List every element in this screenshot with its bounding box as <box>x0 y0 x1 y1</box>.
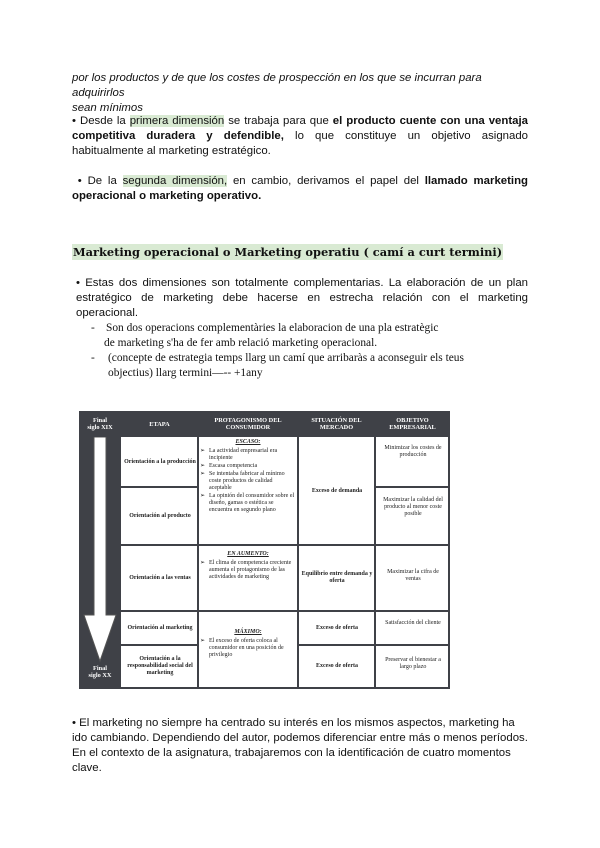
timeline-end-century: siglo XX <box>88 672 112 679</box>
objetivo-maximizar-calidad: Maximizar la calidad del producto al menor coste posible <box>383 497 443 517</box>
catalan-line-1b: de marketing s'ha de fer amb relació marketing operacional. <box>104 337 378 349</box>
protagonismo-escaso <box>200 439 296 515</box>
header-mercado: SITUACIÓN DEL MERCADO <box>298 411 375 437</box>
highlight-primera-dimension: primera dimensión <box>129 115 225 127</box>
grid-line <box>297 437 299 689</box>
timeline-end-label <box>79 665 121 679</box>
timeline-end-word: Final <box>93 665 107 672</box>
grid-line <box>197 437 199 689</box>
text: en cambio, derivamos el papel del <box>227 175 425 187</box>
protagonismo-maximo <box>200 629 296 660</box>
dash-1: - <box>91 322 95 334</box>
list-item: ➢ Se intentaba fabricar al mínimo coste productos de calidad aceptable <box>200 471 296 492</box>
objetivo-satisfaccion: Satisfacción del cliente <box>385 620 441 626</box>
dash-2: - <box>91 352 95 364</box>
timeline-start-century: siglo XIX <box>87 424 113 431</box>
paragraph-primera-dimension <box>72 114 528 159</box>
intro-line-1: por los productos y de que los costes de prospección en los que se incurran para adquirirlos <box>72 72 482 99</box>
catalan-line-1a: Son dos operacions complementàries la elaboracion de una pla estratègic <box>106 322 439 334</box>
objetivo-bienestar: Preservar el bienestar a largo plazo <box>385 657 441 670</box>
escaso-tag: ESCASO: <box>235 439 261 445</box>
protagonismo-aumento <box>200 551 296 582</box>
etapa-marketing: Orientación al marketing <box>127 624 193 631</box>
bold-text: el producto cuente con una ventaja competitiva duradera y defendible, <box>72 115 528 142</box>
etapa-produccion: Orientación a la producción <box>124 459 196 465</box>
grid-line <box>375 486 450 488</box>
list-item: ➢ El clima de competencia creciente aumenta el protagonismo de las actividades de marketing <box>200 560 296 581</box>
intro-italic <box>72 71 528 116</box>
mercado-exceso-oferta-1: Exceso de oferta <box>316 624 358 631</box>
text: lo que constituye un objetivo asignado habitualmente al marketing estratégico. <box>72 130 529 157</box>
bullet: • <box>77 175 82 187</box>
text: se trabaja para que <box>224 115 333 127</box>
maximo-tag: MÁXIMO: <box>234 629 262 635</box>
catalan-line-2b: objectius) llarg termini—-- +1any <box>108 367 263 379</box>
objetivo-maximizar-ventas: Maximizar la cifra de ventas <box>387 569 439 582</box>
paragraph-cambio-marketing: • El marketing no siempre ha centrado su interés en los mismos aspectos, marketing ha ido cambiando. Dependiendo del autor, podemos diferenciar entre más o menos períodos. En el contexto de la asignatura, trabajaremos con la identificación de cuatro momentos clave. <box>72 717 528 774</box>
timeline-start-word: Final <box>93 417 107 424</box>
marketing-evolution-table <box>79 411 450 689</box>
paragraph-segunda-dimension <box>72 174 528 204</box>
catalan-line-2a: (concepte de estrategia temps llarg un camí que arribaràs a aconseguir els teus <box>108 352 464 364</box>
highlight-segunda-dimension: segunda dimensión, <box>122 175 228 187</box>
grid-line <box>448 437 450 689</box>
aumento-tag: EN AUMENTO: <box>227 551 269 557</box>
header-protagonismo: PROTAGONISMO DEL CONSUMIDOR <box>198 411 298 437</box>
text: De la <box>81 175 123 187</box>
etapa-ventas: Orientación a las ventas <box>129 574 191 581</box>
list-item: ➢ La actividad empresarial era incipiente <box>200 448 296 462</box>
header-objetivo: OBJETIVO EMPRESARIAL <box>375 411 450 437</box>
intro-line-2: sean mínimos <box>72 102 143 114</box>
section-heading: Marketing operacional o Marketing operatiu ( camí a curt termini) <box>73 245 503 259</box>
paragraph-complementarias: • Estas dos dimensiones son totalmente complementarias. La elaboración de un plan estratégico de marketing debe hacerse en estrecha relación con el marketing operacional. <box>76 277 528 319</box>
list-item: ➢ El exceso de oferta coloca al consumidor en una posición de privilegio <box>200 638 296 659</box>
bold-text: llamado marketing operacional o marketing operativo. <box>72 175 528 202</box>
header-etapa: ETAPA <box>121 411 198 437</box>
text: Desde la <box>76 115 130 127</box>
down-arrow-icon <box>83 437 117 663</box>
list-item: ➢ Escasa competencia <box>200 463 296 470</box>
objetivo-minimizar: Minimizar los costes de producción <box>384 445 442 458</box>
grid-line <box>374 437 376 689</box>
etapa-responsabilidad: Orientación a la responsabilidad social del marketing <box>127 656 193 676</box>
mercado-exceso-oferta-2: Exceso de oferta <box>316 663 358 669</box>
mercado-exceso-demanda: Exceso de demanda <box>311 488 363 494</box>
etapa-producto: Orientación al producto <box>129 512 191 519</box>
grid-line <box>121 687 450 689</box>
mercado-equilibrio: Equilibrio entre demanda y oferta <box>301 571 373 584</box>
list-item: ➢ La opinión del consumidor sobre el diseño, gamas o estética se encuentra en segundo plano <box>200 493 296 514</box>
bullet: • <box>72 115 76 127</box>
timeline-start-label <box>79 417 121 431</box>
